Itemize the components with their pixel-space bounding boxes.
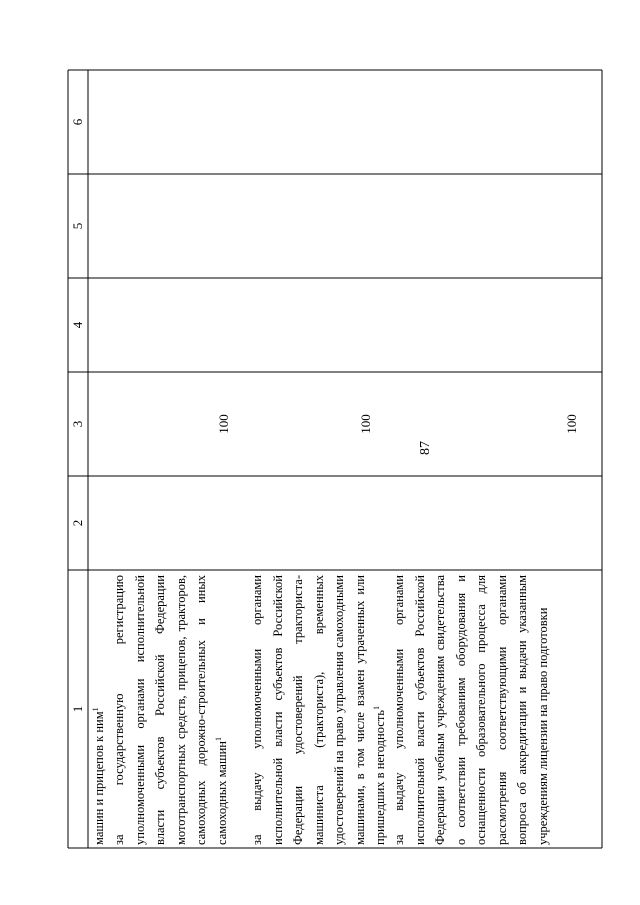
header-col-6: 6: [70, 118, 85, 126]
row-3-rate-value: 100: [358, 414, 373, 434]
header-col-2: 2: [70, 519, 85, 527]
row-2-footnote-mark: 1: [213, 737, 223, 742]
row-2-rate-value: 100: [216, 414, 231, 434]
row-3-footnote-mark: 1: [371, 706, 381, 711]
header-col-1: 1: [70, 705, 85, 713]
row-3-text: за выдачу уполномоченными органами исполнительной власти субъектов Российской Федерации удостоверений тракториста-машиниста (тракториста), временных удостоверений на право управления самоходными машинами, в том числе взамен утраченных или пришедших в негодность: [250, 575, 387, 845]
row-3-description: [247, 575, 389, 845]
row-1-description: [89, 575, 109, 845]
row-2-text: за государственную регистрацию уполномоченными органами исполнительной власти субъектов Российской Федерации мототранспортных средств, прицепов, тракторов, самоходных дорожно-строительных и иных самоходных машин: [112, 575, 229, 845]
row-4-rate-value: 100: [564, 414, 579, 434]
row-1-text: машин и прицепов к ним: [92, 711, 106, 845]
header-col-5: 5: [70, 222, 85, 230]
row-4-description: [389, 575, 603, 845]
row-1-footnote-mark: 1: [90, 707, 100, 712]
header-col-4: 4: [70, 321, 85, 329]
header-col-3: 3: [70, 420, 85, 428]
row-4-text: за выдачу уполномоченными органами исполнительной власти субъектов Российской Федерации учебным учреждениям свидетельства о соответствии требованиям оборудования и оснащенности образовательного процесса для рассмотрения соответствующими органами вопроса об аккредитации и выдачи указанным учреждениям лицензии на право подготовки: [392, 575, 550, 845]
row-2-description: [109, 575, 247, 845]
page-number: 87: [418, 441, 433, 455]
